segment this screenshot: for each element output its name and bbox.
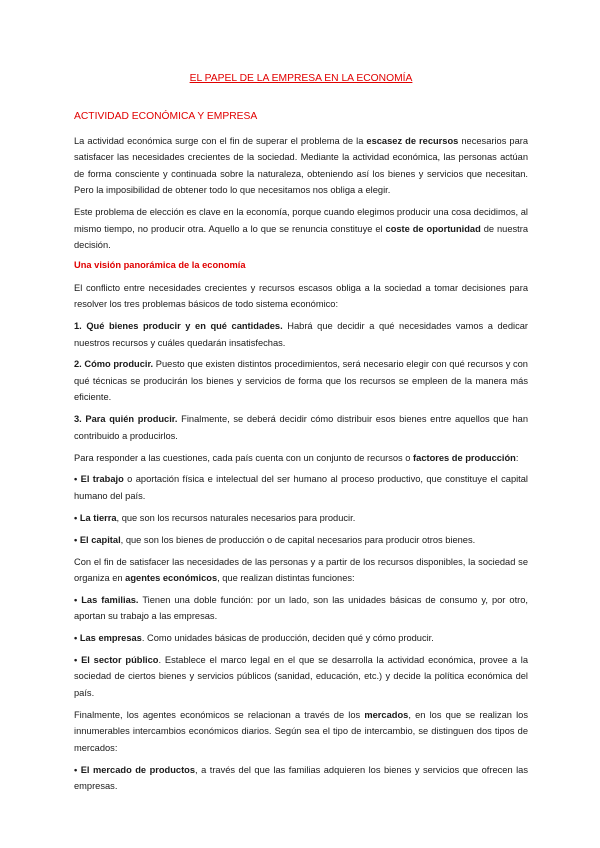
paragraph-agents-intro: Con el fin de satisfacer las necesidades de las personas y a partir de los recursos disponibles, la sociedad se organiza en agentes económicos, que realizan distintas funciones: xyxy=(74,556,528,583)
list-item-problem: 3. Para quién producir. Finalmente, se deberá decidir cómo distribuir esos bienes entre aquellos que han contribuido a producirlos. xyxy=(74,414,529,441)
paragraph-markets: Finalmente, los agentes económicos se relacionan a través de los mercados, en los que se realizan los innumerables intercambios económicos diarios. Según sea el tipo de intercambio, se distinguen dos tipos de mercados: xyxy=(74,709,528,753)
paragraph-opportunity-cost: Este problema de elección es clave en la economía, porque cuando elegimos producir una cosa decidimos, al mismo tiempo, no producir otra. Aquello a lo que se renuncia constituye el coste de oportunidad de nuestra decisión. xyxy=(74,207,528,250)
paragraph-economic-activity: La actividad económica surge con el fin de superar el problema de la escasez de recursos necesarios para satisfacer las necesidades crecientes de la sociedad. Mediante la actividad económica, las personas actúan de forma consciente y continuada sobre la naturaleza, obteniendo así los bienes y servicios que necesitan. Pero la imposibilidad de obtener todo lo que necesitamos nos obliga a elegir. xyxy=(74,136,529,196)
list-item-market: • El mercado de productos, a través del que las familias adquieren los bienes y servicios que ofrecen las empresas. xyxy=(74,764,528,791)
list-item-factor: • La tierra, que son los recursos naturales necesarios para producir. xyxy=(74,512,356,523)
paragraph-conflict: El conflicto entre necesidades crecientes y recursos escasos obliga a la sociedad a tomar decisiones para resolver los tres problemas básicos de todo sistema económico: xyxy=(74,282,528,310)
paragraph-factors-intro: Para responder a las cuestiones, cada país cuenta con un conjunto de recursos o factores de producción: xyxy=(74,452,519,463)
list-item-factor: • El capital, que son los bienes de producción o de capital necesarios para producir otros bienes. xyxy=(74,534,476,545)
list-item-agent: • Las empresas. Como unidades básicas de producción, deciden qué y cómo producir. xyxy=(74,633,434,644)
list-item-agent: • Las familias. Tienen una doble función: por un lado, son las unidades básicas de consumo y, por otro, aportan su trabajo a las empresas. xyxy=(74,594,528,622)
section-heading-overview: Una visión panorámica de la economía xyxy=(74,259,246,270)
document-title: EL PAPEL DE LA EMPRESA EN LA ECONOMÍA xyxy=(189,73,413,84)
list-item-agent: • El sector público. Establece el marco legal en el que se desarrolla la actividad económica, provee a la sociedad de ciertos bienes y servicios públicos (sanidad, educación, etc.) y decide la política económica del país. xyxy=(74,655,528,698)
list-item-problem: 2. Cómo producir. Puesto que existen distintos procedimientos, será necesario elegir con qué recursos y con qué técnicas se producirán los bienes y servicios de forma que los recursos se empleen de la manera más eficiente. xyxy=(74,359,528,403)
list-item-problem: 1. Qué bienes producir y en qué cantidades. Habrá que decidir a qué necesidades vamos a dedicar nuestros recursos y cuáles quedarán insatisfechas. xyxy=(74,321,528,348)
list-item-factor: • El trabajo o aportación física e intelectual del ser humano al proceso productivo, que constituye el capital humano del país. xyxy=(74,474,528,501)
section-heading-activity: ACTIVIDAD ECONÓMICA Y EMPRESA xyxy=(74,111,258,122)
document-page xyxy=(74,72,528,800)
